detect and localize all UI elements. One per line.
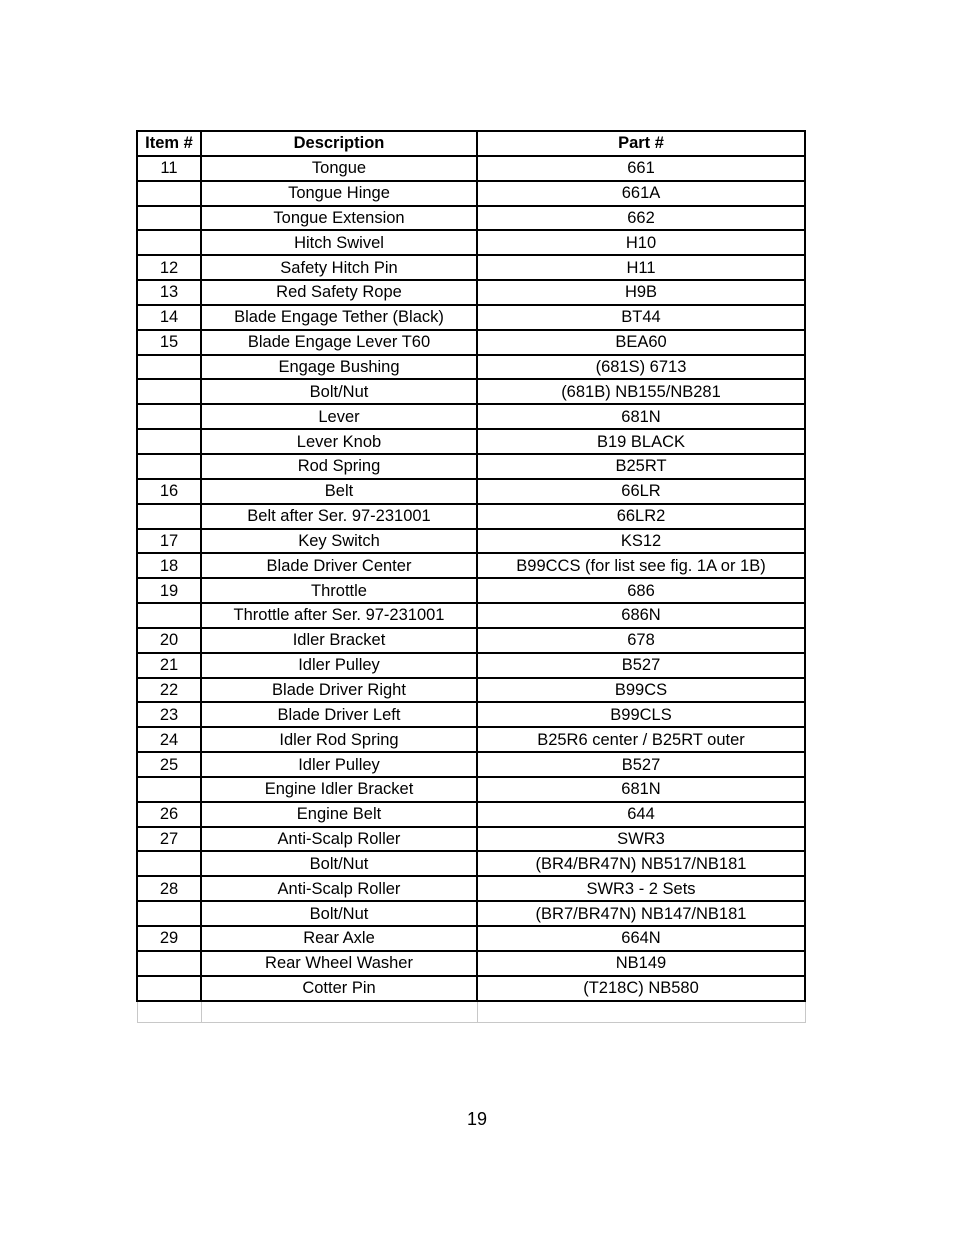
empty-cell [137,1001,201,1023]
item-number-cell: 20 [137,628,201,653]
description-cell: Rod Spring [201,454,477,479]
description-cell: Key Switch [201,529,477,554]
description-cell: Engine Idler Bracket [201,777,477,802]
table-row [137,802,805,827]
table-row [137,206,805,231]
item-number-cell: 21 [137,653,201,678]
part-number-cell: H9B [477,280,805,305]
part-number-cell: H11 [477,255,805,280]
part-number-cell: B99CCS (for list see fig. 1A or 1B) [477,553,805,578]
item-number-cell: 23 [137,702,201,727]
part-number-cell: SWR3 - 2 Sets [477,876,805,901]
item-number-cell [137,901,201,926]
item-number-cell: 12 [137,255,201,280]
item-number-cell [137,429,201,454]
table-row [137,504,805,529]
table-row [137,752,805,777]
table-row [137,429,805,454]
part-number-cell: BEA60 [477,330,805,355]
part-number-cell: (BR7/BR47N) NB147/NB181 [477,901,805,926]
part-number-cell: (T218C) NB580 [477,976,805,1001]
empty-table-row [137,1001,805,1023]
part-number-cell: 66LR [477,479,805,504]
table-row [137,653,805,678]
table-row [137,876,805,901]
item-number-cell: 26 [137,802,201,827]
item-number-cell [137,951,201,976]
item-number-cell: 25 [137,752,201,777]
description-cell: Idler Pulley [201,752,477,777]
table-row [137,479,805,504]
table-row [137,355,805,380]
part-number-cell: B99CS [477,678,805,703]
item-number-cell: 19 [137,578,201,603]
part-number-cell: B527 [477,653,805,678]
description-cell: Bolt/Nut [201,851,477,876]
item-number-cell [137,851,201,876]
part-number-cell: 66LR2 [477,504,805,529]
parts-table [136,130,806,1023]
item-number-cell [137,379,201,404]
table-row [137,404,805,429]
item-number-cell: 11 [137,156,201,181]
item-number-cell: 13 [137,280,201,305]
item-number-cell [137,181,201,206]
description-cell: Anti-Scalp Roller [201,876,477,901]
table-row [137,851,805,876]
description-cell: Tongue Hinge [201,181,477,206]
part-number-cell: 662 [477,206,805,231]
part-number-cell: KS12 [477,529,805,554]
table-row [137,156,805,181]
header-row [137,131,805,156]
table-row [137,529,805,554]
part-number-cell: 678 [477,628,805,653]
table-row [137,976,805,1001]
table-row [137,553,805,578]
parts-table-header [137,131,805,156]
table-row [137,379,805,404]
item-number-cell: 17 [137,529,201,554]
description-cell: Rear Axle [201,926,477,951]
description-cell: Blade Engage Lever T60 [201,330,477,355]
table-row [137,578,805,603]
item-number-cell [137,777,201,802]
part-number-cell: NB149 [477,951,805,976]
table-row [137,951,805,976]
description-cell: Throttle after Ser. 97-231001 [201,603,477,628]
part-number-cell: B527 [477,752,805,777]
description-cell: Safety Hitch Pin [201,255,477,280]
table-row [137,305,805,330]
table-row [137,255,805,280]
description-cell: Blade Engage Tether (Black) [201,305,477,330]
header-item-number: Item # [137,131,201,156]
empty-cell [201,1001,477,1023]
description-cell: Blade Driver Center [201,553,477,578]
item-number-cell [137,206,201,231]
part-number-cell: BT44 [477,305,805,330]
description-cell: Belt [201,479,477,504]
description-cell: Lever [201,404,477,429]
description-cell: Red Safety Rope [201,280,477,305]
part-number-cell: (681B) NB155/NB281 [477,379,805,404]
item-number-cell: 14 [137,305,201,330]
description-cell: Idler Bracket [201,628,477,653]
header-description: Description [201,131,477,156]
item-number-cell: 27 [137,827,201,852]
table-row [137,454,805,479]
item-number-cell [137,454,201,479]
table-row [137,702,805,727]
item-number-cell: 16 [137,479,201,504]
parts-table-body [137,156,805,1022]
description-cell: Engine Belt [201,802,477,827]
description-cell: Engage Bushing [201,355,477,380]
item-number-cell [137,504,201,529]
item-number-cell: 24 [137,727,201,752]
table-row [137,230,805,255]
description-cell: Blade Driver Left [201,702,477,727]
description-cell: Bolt/Nut [201,901,477,926]
part-number-cell: B25RT [477,454,805,479]
description-cell: Bolt/Nut [201,379,477,404]
item-number-cell: 18 [137,553,201,578]
description-cell: Lever Knob [201,429,477,454]
part-number-cell: 686N [477,603,805,628]
part-number-cell: B19 BLACK [477,429,805,454]
table-row [137,330,805,355]
item-number-cell: 28 [137,876,201,901]
table-row [137,628,805,653]
empty-cell [477,1001,805,1023]
description-cell: Rear Wheel Washer [201,951,477,976]
part-number-cell: 681N [477,404,805,429]
item-number-cell: 29 [137,926,201,951]
description-cell: Anti-Scalp Roller [201,827,477,852]
description-cell: Cotter Pin [201,976,477,1001]
description-cell: Tongue [201,156,477,181]
item-number-cell: 22 [137,678,201,703]
part-number-cell: 664N [477,926,805,951]
table-row [137,901,805,926]
part-number-cell: 644 [477,802,805,827]
description-cell: Idler Pulley [201,653,477,678]
item-number-cell [137,603,201,628]
part-number-cell: SWR3 [477,827,805,852]
table-row [137,827,805,852]
table-row [137,678,805,703]
item-number-cell [137,230,201,255]
description-cell: Blade Driver Right [201,678,477,703]
table-row [137,926,805,951]
part-number-cell: B99CLS [477,702,805,727]
part-number-cell: H10 [477,230,805,255]
item-number-cell [137,355,201,380]
part-number-cell: (BR4/BR47N) NB517/NB181 [477,851,805,876]
description-cell: Idler Rod Spring [201,727,477,752]
description-cell: Tongue Extension [201,206,477,231]
table-row [137,727,805,752]
table-row [137,777,805,802]
part-number-cell: 686 [477,578,805,603]
table-row [137,280,805,305]
page-number: 19 [466,1109,488,1129]
item-number-cell [137,404,201,429]
part-number-cell: 681N [477,777,805,802]
table-row [137,603,805,628]
part-number-cell: 661 [477,156,805,181]
part-number-cell: 661A [477,181,805,206]
part-number-cell: B25R6 center / B25RT outer [477,727,805,752]
header-part-number: Part # [477,131,805,156]
description-cell: Hitch Swivel [201,230,477,255]
table-row [137,181,805,206]
item-number-cell [137,976,201,1001]
description-cell: Throttle [201,578,477,603]
part-number-cell: (681S) 6713 [477,355,805,380]
description-cell: Belt after Ser. 97-231001 [201,504,477,529]
item-number-cell: 15 [137,330,201,355]
